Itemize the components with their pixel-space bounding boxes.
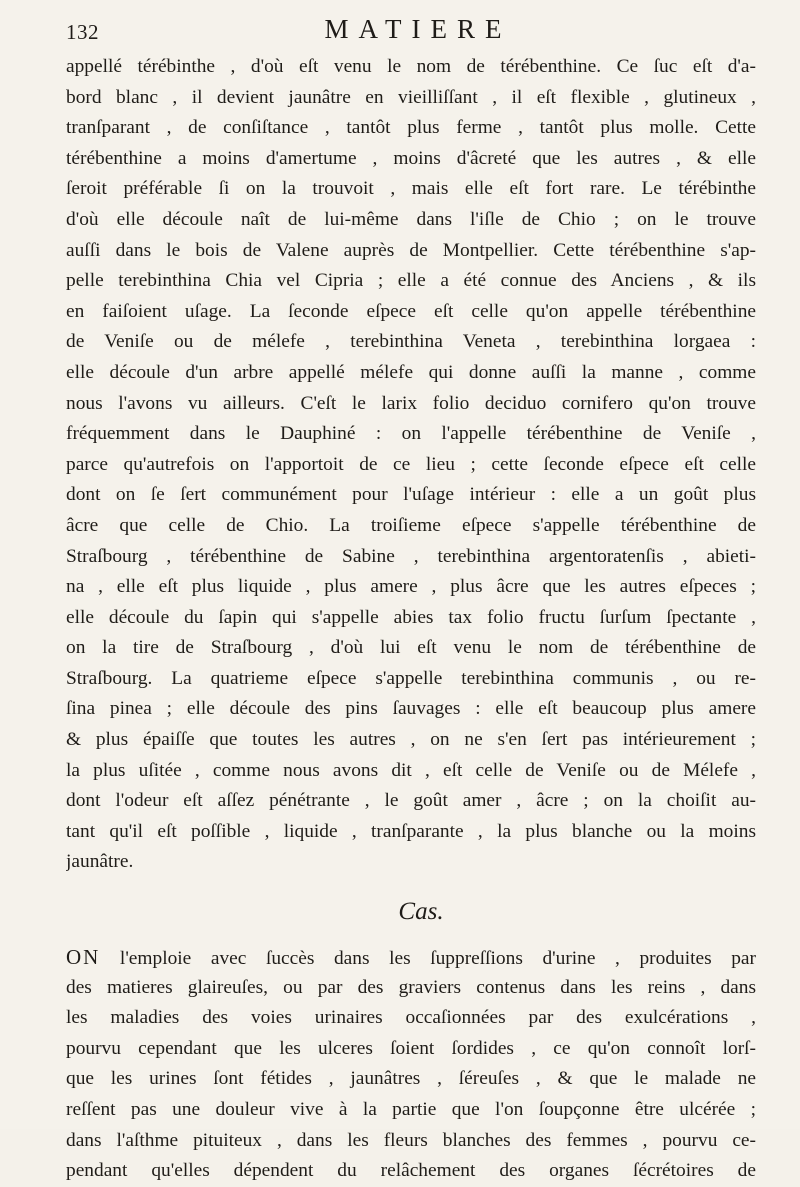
text-line: Straſbourg. La quatrieme eſpece s'appelle terebinthina communis , ou re- [66,667,756,689]
text-line: tant qu'il eſt poſſible , liquide , tranſparante , la plus blanche ou la moins [66,820,756,842]
text-line: des matieres glaireuſes, ou par des graviers contenus dans les reins , dans [66,976,756,998]
text-line: na , elle eſt plus liquide , plus amere , plus âcre que les autres eſpeces ; [66,576,756,598]
text-line: elle découle du ſapin qui s'appelle abies tax folio fructu ſurſum ſpectante , [66,606,756,628]
text-line: la plus uſitée , comme nous avons dit , eſt celle de Veniſe ou de Mélefe , [66,759,756,781]
paragraph-2 [66,942,756,1187]
text-line: tranſparant , de conſiſtance , tantôt plus ferme , tantôt plus molle. Cette [66,117,756,139]
text-line: ſeroit préférable ſi on la trouvoit , mais elle eſt fort rare. Le térébinthe [66,178,756,200]
initial-capital: ON [66,945,101,970]
text-line: appellé térébinthe , d'où eſt venu le nom de térébenthine. Ce ſuc eſt d'a- [66,56,756,77]
text-line: pourvu cependant que les ulceres ſoient ſordides , ce qu'on connoît lorſ- [66,1037,756,1059]
section-heading: Cas. [398,898,444,926]
text-line: les maladies des voies urinaires occaſionnées par des exulcérations , [66,1007,756,1029]
text-line: térébenthine a moins d'amertume , moins d'âcreté que les autres , & elle [66,147,756,169]
text-line: pendant qu'elles dépendent du relâchement des organes ſécrétoires de [66,1160,756,1182]
text-line: ſina pinea ; elle découle des pins ſauvages : elle eſt beaucoup plus amere [66,698,756,720]
text-line: d'où elle découle naît de lui-même dans l'iſle de Chio ; on le trouve [66,208,756,230]
text-line: & plus épaiſſe que toutes les autres , on ne s'en ſert pas intérieurement ; [66,729,756,751]
text-line: reſſent pas une douleur vive à la partie que l'on ſoupçonne être ulcérée ; [66,1099,756,1120]
text-line-rest: l'emploie avec ſuccès dans les ſuppreſſions d'urine , produites par [100,948,756,970]
text-line: que les urines ſont fétides , jaunâtres , ſéreuſes , & que le malade ne [66,1068,756,1090]
text-line: auſſi dans le bois de Valene auprès de Montpellier. Cette térébenthine s'ap- [66,239,756,261]
text-line: pelle terebinthina Chia vel Cipria ; elle a été connue des Anciens , & ils [66,270,756,292]
text-line [66,942,756,973]
text-line: on la tire de Straſbourg , d'où lui eſt venu le nom de térébenthine de [66,637,756,659]
text-line: Straſbourg , térébenthine de Sabine , terebinthina argentoratenſis , abieti- [66,545,756,567]
running-title: MATIERE [324,14,512,44]
text-line: en faiſoient uſage. La ſeconde eſpece eſt celle qu'on appelle térébenthine [66,300,756,322]
text-line: nous l'avons vu ailleurs. C'eſt le larix folio deciduo cornifero qu'on trouve [66,392,756,414]
paragraph-1 [66,52,756,878]
text-line: fréquemment dans le Dauphiné : on l'appelle térébenthine de Veniſe , [66,423,756,445]
text-line: de Veniſe ou de mélefe , terebinthina Veneta , terebinthina lorgaea : [66,331,756,353]
page-number: 132 [66,20,99,44]
text-line: parce qu'autrefois on l'apportoit de ce lieu ; cette ſeconde eſpece eſt celle [66,453,756,475]
page-header [66,14,756,48]
text-line: elle découle d'un arbre appellé mélefe qui donne auſſi la manne , comme [66,361,756,383]
text-line: dans l'aſthme pituiteux , dans les fleurs blanches des femmes , pourvu ce- [66,1129,756,1151]
text-line: âcre que celle de Chio. La troiſieme eſpece s'appelle térébenthine de [66,514,756,536]
text-line: dont l'odeur eſt aſſez pénétrante , le goût amer , âcre ; on la choiſit au- [66,790,756,812]
text-line: jaunâtre. [66,851,134,873]
body-text [66,52,756,1187]
text-line: dont on ſe ſert communément pour l'uſage intérieur : elle a un goût plus [66,484,756,506]
text-line: bord blanc , il devient jaunâtre en vieilliſſant , il eſt flexible , glutineux , [66,86,756,108]
